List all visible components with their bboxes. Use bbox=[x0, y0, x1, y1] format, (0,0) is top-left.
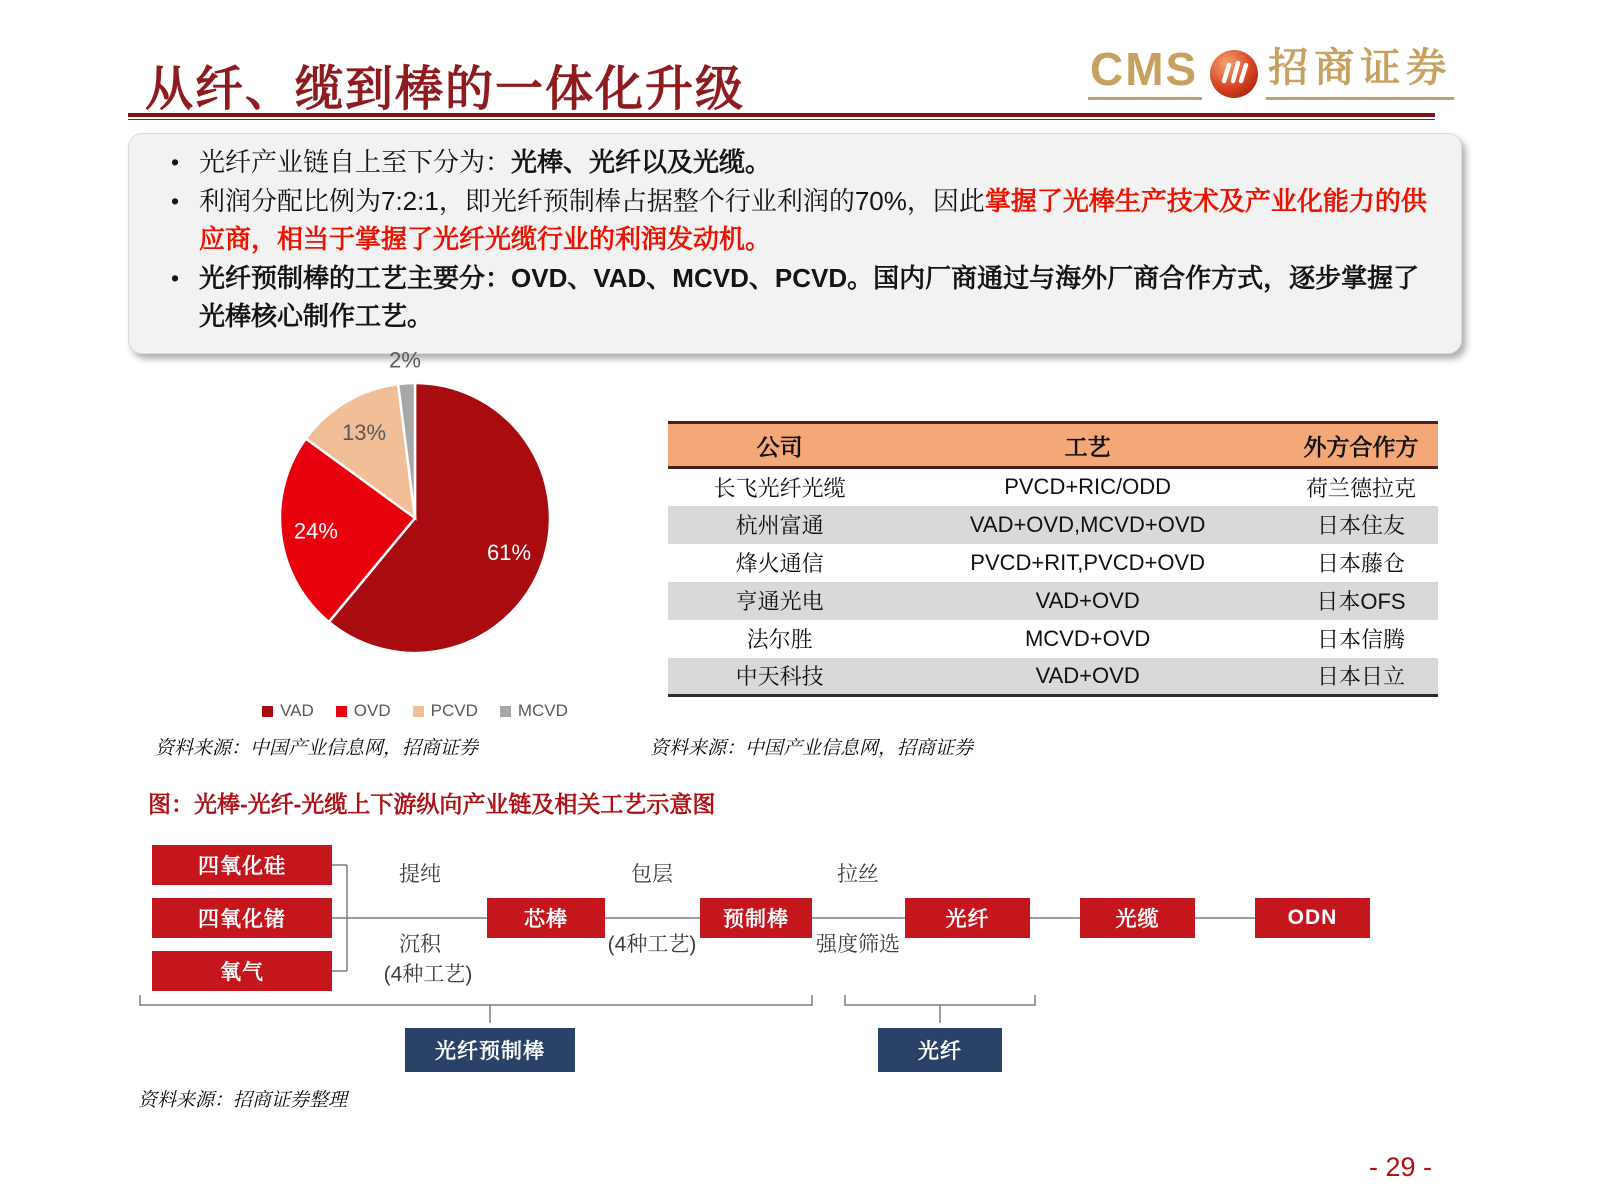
diagram-box-cable: 光缆 bbox=[1080, 898, 1195, 938]
pie-label-mcvd: 2% bbox=[389, 347, 421, 373]
pie-source-note: 资料来源：中国产业信息网，招商证券 bbox=[155, 738, 479, 759]
diagram-group-preform: 光纤预制棒 bbox=[405, 1028, 575, 1072]
diagram-box-preform: 预制棒 bbox=[700, 898, 812, 938]
table-row bbox=[668, 506, 1438, 544]
edge-label-drawing: 拉丝 bbox=[837, 863, 879, 886]
cms-globe-icon bbox=[1210, 50, 1258, 98]
table-row bbox=[668, 620, 1438, 658]
edge-label-deposit: 沉积 bbox=[399, 933, 441, 956]
legend-swatch-icon bbox=[262, 706, 273, 717]
table-cell: 中天科技 bbox=[668, 658, 891, 696]
pie-legend bbox=[150, 701, 680, 721]
table-cell: 亨通光电 bbox=[668, 582, 891, 620]
bullet-item bbox=[151, 182, 1433, 259]
edge-label-4process-1: (4种工艺) bbox=[383, 963, 473, 986]
table-cell: MCVD+OVD bbox=[1024, 625, 1151, 651]
bullet-marker: • bbox=[170, 264, 180, 291]
legend-label: OVD bbox=[353, 701, 391, 720]
table-cell: 日本藤仓 bbox=[1316, 551, 1405, 576]
diagram-source-note: 资料来源：招商证券整理 bbox=[138, 1090, 348, 1111]
title-divider bbox=[128, 113, 1435, 120]
legend-label: MCVD bbox=[517, 701, 568, 720]
diagram-box-geo4: 四氧化锗 bbox=[152, 898, 332, 938]
legend-label: PCVD bbox=[430, 701, 478, 720]
table-header-cell: 外方合作方 bbox=[1284, 423, 1438, 468]
cms-logo bbox=[1088, 43, 1454, 100]
table-row bbox=[668, 468, 1438, 506]
legend-item bbox=[336, 701, 391, 721]
table-header-row bbox=[668, 423, 1438, 468]
diagram-box-core-rod: 芯棒 bbox=[487, 898, 605, 938]
diagram-box-sio4: 四氧化硅 bbox=[152, 845, 332, 885]
page-title: 从纤、缆到棒的一体化升级 bbox=[145, 63, 746, 116]
pie-chart bbox=[150, 333, 680, 705]
legend-label: VAD bbox=[280, 701, 314, 720]
summary-note-box bbox=[128, 133, 1462, 354]
bullet-item bbox=[151, 143, 1433, 182]
diagram-box-odn: ODN bbox=[1255, 898, 1370, 938]
table-cell: 日本日立 bbox=[1284, 658, 1438, 696]
pie-label-pcvd: 13% bbox=[342, 420, 387, 445]
table-cell: 荷兰德拉克 bbox=[1305, 475, 1416, 501]
table-cell: 长飞光纤光缆 bbox=[713, 475, 846, 501]
legend-item bbox=[262, 701, 314, 721]
table-source-note: 资料来源：中国产业信息网，招商证券 bbox=[650, 738, 974, 759]
table-cell: 日本OFS bbox=[1284, 582, 1438, 620]
diagram-box-oxygen: 氧气 bbox=[152, 951, 332, 991]
pie-label-vad: 61% bbox=[486, 539, 532, 565]
legend-swatch-icon bbox=[336, 706, 347, 717]
diagram-caption: 图：光棒-光纤-光缆上下游纵向产业链及相关工艺示意图 bbox=[148, 791, 716, 817]
diagram-group-fiber: 光纤 bbox=[878, 1028, 1002, 1072]
table-cell: 杭州富通 bbox=[668, 506, 891, 544]
page-number: - 29 - bbox=[1368, 1152, 1432, 1182]
edge-label-purify: 提纯 bbox=[399, 863, 441, 886]
table-cell: 烽火通信 bbox=[735, 551, 824, 576]
logo-cms-text: CMS bbox=[1088, 46, 1202, 100]
bullet-marker: • bbox=[170, 187, 180, 214]
process-table bbox=[668, 421, 1438, 697]
edge-label-4process-2: (4种工艺) bbox=[607, 933, 697, 956]
legend-swatch-icon bbox=[500, 706, 511, 717]
bullet-text: 光纤产业链自上至下分为：光棒、光纤以及光缆。 bbox=[199, 147, 772, 177]
legend-item bbox=[500, 701, 568, 721]
edge-label-cladding: 包层 bbox=[631, 863, 673, 886]
legend-swatch-icon bbox=[413, 706, 424, 717]
table-header-cell: 公司 bbox=[668, 423, 891, 468]
bullet-text: 利润分配比例为7:2:1，即光纤预制棒占据整个行业利润的70%，因此掌握了光棒生产技术及产业化能力的供应商，相当于掌握了光纤光缆行业的利润发动机。 bbox=[199, 185, 1427, 254]
bullet-list bbox=[151, 143, 1433, 336]
edge-label-screening: 强度筛选 bbox=[816, 933, 900, 956]
table-row bbox=[668, 658, 1438, 696]
table-cell: VAD+OVD,MCVD+OVD bbox=[891, 506, 1284, 544]
table-cell: 日本信腾 bbox=[1316, 627, 1405, 652]
table-cell: PVCD+RIT,PVCD+OVD bbox=[970, 549, 1205, 575]
table-header-cell: 工艺 bbox=[891, 423, 1284, 468]
pie-label-ovd: 24% bbox=[293, 518, 338, 544]
table-row bbox=[668, 544, 1438, 582]
table-cell: PVCD+RIC/ODD bbox=[1004, 474, 1172, 500]
diagram-box-fiber: 光纤 bbox=[905, 898, 1030, 938]
table-cell: 法尔胜 bbox=[746, 627, 813, 652]
table-cell: VAD+OVD bbox=[891, 658, 1284, 696]
legend-item bbox=[413, 701, 478, 721]
bullet-item bbox=[151, 259, 1433, 336]
bullet-marker: • bbox=[170, 149, 180, 175]
bullet-text: 光纤预制棒的工艺主要分：OVD、VAD、MCVD、PCVD。国内厂商通过与海外厂商合作方式，逐步掌握了光棒核心制作工艺。 bbox=[199, 262, 1420, 331]
logo-chinese-text: 招商证券 bbox=[1266, 48, 1454, 100]
table-row bbox=[668, 582, 1438, 620]
table-cell: 日本住友 bbox=[1284, 506, 1438, 544]
table-cell: VAD+OVD bbox=[891, 582, 1284, 620]
